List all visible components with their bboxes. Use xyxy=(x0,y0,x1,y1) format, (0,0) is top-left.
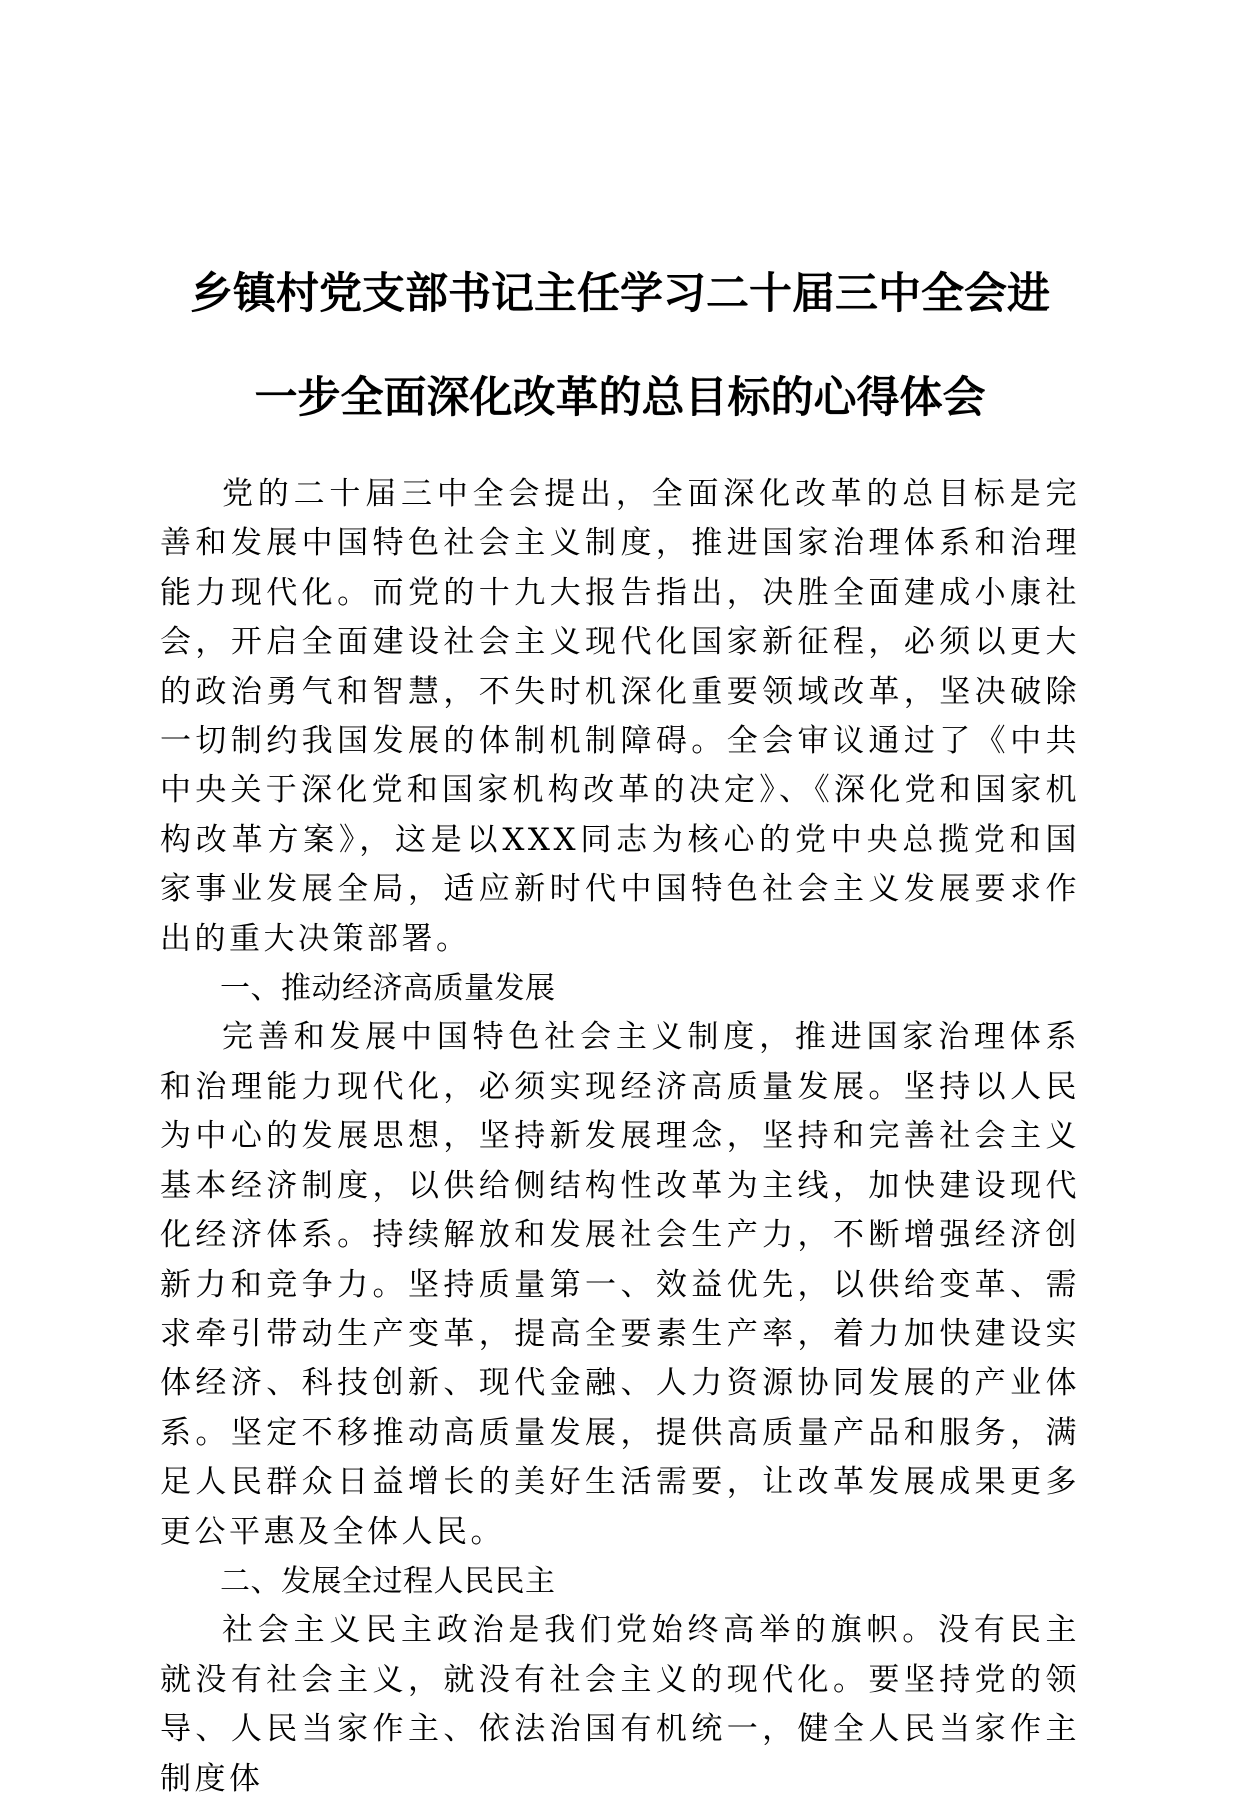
section-heading-economy: 一、推动经济高质量发展 xyxy=(220,971,556,1007)
intro-paragraph: 党的二十届三中全会提出，全面深化改革的总目标是完善和发展中国特色社会主义制度，推进国家治理体系和治理能力现代化。而党的十九大报告指出，决胜全面建成小康社会，开启全面建设社会主义现代化国家新征程，必须以更大的政治勇气和智慧，不失时机深化重要领域改革，坚决破除一切制约我国发展的体制机制障碍。全会审议通过了《中共中央关于深化党和国家机构改革的决定》、《深化党和国家机构改革方案》，这是以XXX同志为核心的党中央总揽党和国家事业发展全局，适应新时代中国特色社会主义发展要求作出的重大决策部署。 xyxy=(160,476,1080,957)
document-title xyxy=(150,242,1090,450)
title-line-2: 一步全面深化改革的总目标的心得体会 xyxy=(254,373,986,423)
title-line-1: 乡镇村党支部书记主任学习二十届三中全会进 xyxy=(190,269,1050,319)
section-heading-democracy: 二、发展全过程人民民主 xyxy=(220,1563,556,1599)
section-paragraph-democracy: 社会主义民主政治是我们党始终高举的旗帜。没有民主就没有社会主义，就没有社会主义的现代化。要坚持党的领导、人民当家作主、依法治国有机统一，健全人民当家作主制度体 xyxy=(160,1612,1080,1797)
document-body xyxy=(160,470,1080,1804)
section-paragraph-economy: 完善和发展中国特色社会主义制度，推进国家治理体系和治理能力现代化，必须实现经济高质量发展。坚持以人民为中心的发展思想，坚持新发展理念，坚持和完善社会主义基本经济制度，以供给侧结构性改革为主线，加快建设现代化经济体系。持续解放和发展社会生产力，不断增强经济创新力和竞争力。坚持质量第一、效益优先，以供给变革、需求牵引带动生产变革，提高全要素生产率，着力加快建设实体经济、科技创新、现代金融、人力资源协同发展的产业体系。坚定不移推动高质量发展，提供高质量产品和服务，满足人民群众日益增长的美好生活需要，让改革发展成果更多更公平惠及全体人民。 xyxy=(160,1019,1080,1550)
